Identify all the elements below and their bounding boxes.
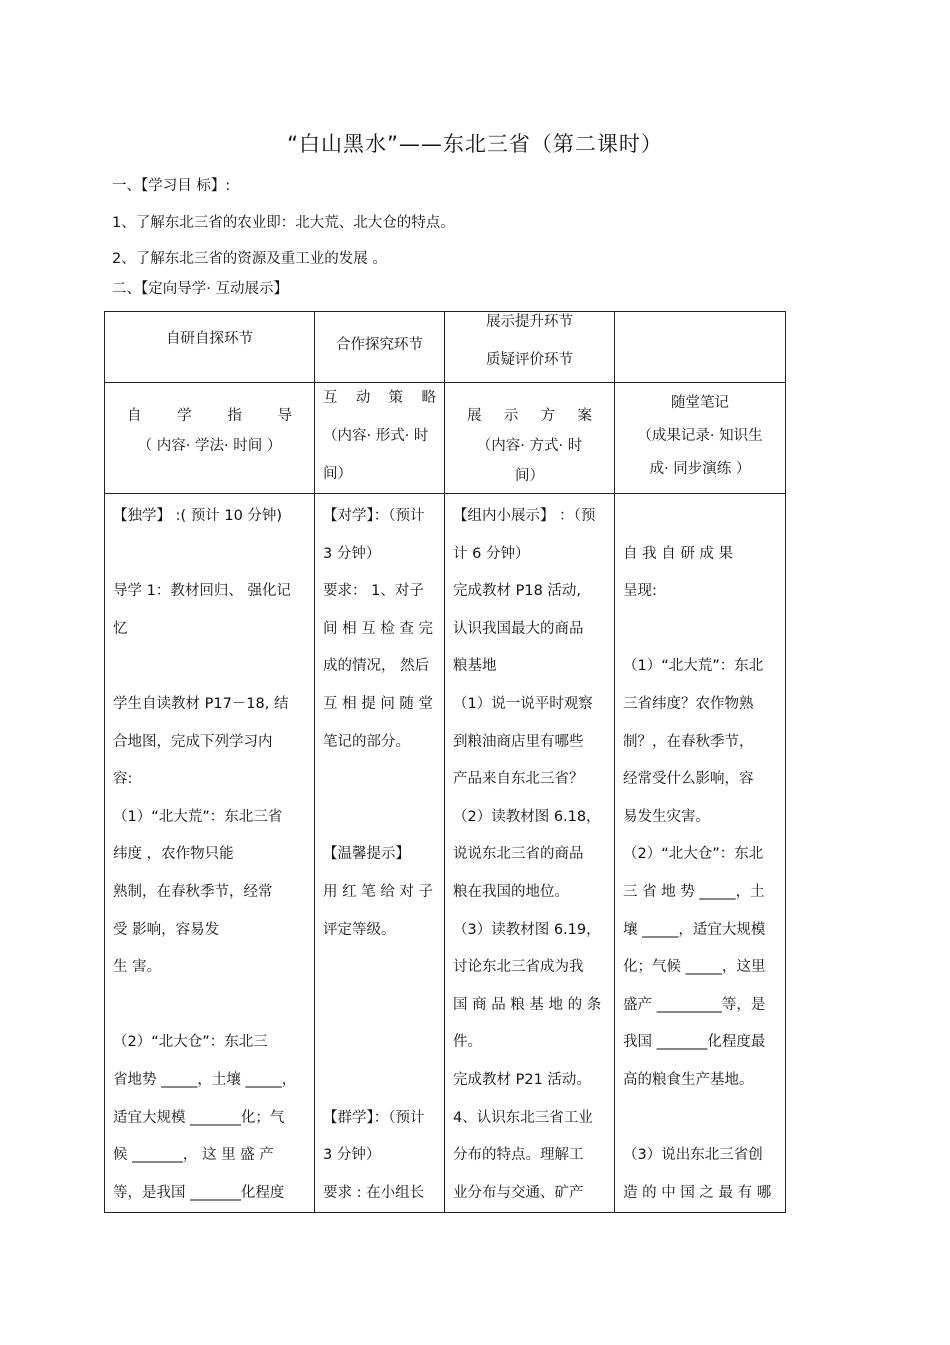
- header-self-study: [105, 312, 315, 383]
- body-text-line: 4、认识东北三省工业: [453, 1109, 593, 1126]
- table-header-row: [105, 312, 786, 383]
- body-text-line: [623, 611, 777, 649]
- section-heading-goals: 一、【学习目 标】:: [112, 178, 231, 194]
- subheader-interaction: [315, 383, 445, 494]
- header-self-study-label: 自研自探环节: [166, 331, 253, 347]
- body-text-line: 纬度 ，农作物只能: [113, 846, 234, 863]
- body-text-line: 评定等级。: [323, 921, 396, 938]
- body-text-line: 业分布与交通、矿产: [453, 1184, 584, 1201]
- body-cooperation-column: [315, 494, 445, 1213]
- body-text-line: 经常受什么影响，容: [623, 771, 754, 788]
- body-text-line: 我国 _______化程度最: [623, 1034, 766, 1051]
- table-subheader-row: [105, 383, 786, 494]
- body-text-line: （1）“北大荒”：东北三省: [113, 808, 283, 825]
- body-text-line: 讨论东北三省成为我: [453, 959, 584, 976]
- body-text-line: 3 分钟）: [323, 545, 381, 562]
- body-text-line: [323, 761, 436, 799]
- subheader-self-guide: [105, 383, 315, 494]
- body-text-line: 自 我 自 研 成 果: [623, 545, 734, 562]
- section-heading-guide: 二、【定向导学· 互动展示】: [112, 281, 288, 297]
- body-text-line: 等，是我国 _______化程度: [113, 1184, 285, 1201]
- header-showcase-label: 展示提升环节: [486, 314, 573, 330]
- body-text-line: 学生自读教材 P17－18, 结: [113, 695, 289, 712]
- body-text-line: 三省纬度？农作物熟: [623, 695, 754, 712]
- body-text-line: （3）读教材图 6.19，: [453, 921, 601, 938]
- body-self-study-column: [105, 494, 315, 1213]
- header-evaluation-label: 质疑评价环节: [486, 352, 573, 368]
- subheader-interaction-detail: （内容· 形式· 时: [323, 428, 429, 444]
- body-text-line: （1）说一说平时观察: [453, 695, 593, 712]
- subheader-notes-detail-2: 成· 同步演练 ）: [649, 461, 751, 477]
- body-text-line: [323, 1024, 436, 1062]
- body-text-line: 粮基地: [453, 658, 497, 675]
- body-text-line: [323, 987, 436, 1025]
- body-text-line: [623, 1100, 777, 1138]
- body-text-line: [113, 648, 306, 686]
- body-text-line: [323, 949, 436, 987]
- body-text-line: 3 分钟）: [323, 1147, 381, 1164]
- body-text-line: 盛产 _________等，是: [623, 996, 766, 1013]
- body-text-line: 导学 1：教材回归、 强化记: [113, 583, 291, 600]
- body-text-line: 【温馨提示】: [323, 846, 410, 863]
- body-text-line: 易发生灾害。: [623, 808, 710, 825]
- body-text-line: [113, 987, 306, 1025]
- body-text-line: 候 _______， 这 里 盛 产: [113, 1147, 274, 1164]
- body-text-line: 造 的 中 国 之 最 有 哪: [623, 1184, 772, 1201]
- body-text-line: 说说东北三省的商品: [453, 846, 584, 863]
- body-text-line: 呈现:: [623, 583, 657, 600]
- body-text-line: 化；气候 _____，这里: [623, 959, 766, 976]
- body-text-line: 适宜大规模 _______化；气: [113, 1109, 285, 1126]
- body-text-line: （2）读教材图 6.18，: [453, 808, 601, 825]
- body-text-line: 用 红 笔 给 对 子: [323, 883, 434, 900]
- body-text-line: （1）“北大荒”：东北: [623, 658, 764, 675]
- body-text-line: 【对学】：（预计: [323, 508, 425, 524]
- body-text-line: 粮在我国的地位。: [453, 883, 569, 900]
- body-text-line: 容:: [113, 771, 133, 788]
- subheader-notes-detail: （成果记录· 知识生: [637, 428, 763, 444]
- body-text-line: [323, 799, 436, 837]
- subheader-showcase-plan: [445, 383, 615, 494]
- header-empty: [615, 312, 786, 383]
- table-body-row: [105, 494, 786, 1213]
- subheader-notes-title: 随堂笔记: [671, 395, 729, 411]
- body-text-line: [323, 1062, 436, 1100]
- body-text-line: 产品来自东北三省？: [453, 771, 584, 788]
- body-text-line: 合地图，完成下列学习内: [113, 733, 273, 750]
- body-text-line: （2）“北大仓”：东北: [623, 846, 764, 863]
- page-title: “白山黑水”——东北三省（第二课时）: [287, 132, 663, 156]
- body-text-line: 完成教材 P21 活动。: [453, 1071, 591, 1088]
- body-text-line: 件。: [453, 1034, 482, 1051]
- body-text-line: 熟制，在春秋季节，经常: [113, 883, 273, 900]
- body-text-line: [113, 536, 306, 574]
- subheader-interaction-detail-2: 间）: [323, 466, 352, 482]
- body-text-line: 要求： 1、对子: [323, 583, 424, 600]
- body-text-line: 制？，在春秋季节，: [623, 733, 754, 750]
- body-text-line: 三 省 地 势 _____，土: [623, 883, 765, 900]
- body-text-line: 生 害。: [113, 959, 162, 976]
- header-cooperation-label: 合作探究环节: [336, 337, 423, 353]
- goal-item-2: 2、了解东北三省的资源及重工业的发展 。: [112, 251, 387, 267]
- body-text-line: 要求 : 在小组长: [323, 1184, 425, 1201]
- subheader-self-guide-detail: （ 内容· 学法· 时间 ）: [137, 438, 282, 454]
- body-text-line: 【组内小展示】 ：（预: [453, 508, 596, 524]
- body-text-line: 【独学】 :( 预计 10 分钟): [113, 508, 283, 524]
- body-text-line: 成的情况， 然后: [323, 658, 430, 675]
- body-text-line: （3）说出东北三省创: [623, 1147, 763, 1164]
- body-text-line: 计 6 分钟）: [453, 545, 530, 562]
- subheader-notes: [615, 383, 786, 494]
- body-text-line: 到粮油商店里有哪些: [453, 733, 584, 750]
- body-text-line: 国 商 品 粮 基 地 的 条: [453, 996, 602, 1013]
- subheader-self-guide-title: 自 学 指 导: [127, 408, 292, 424]
- body-text-line: 壤 _____，适宜大规模: [623, 921, 766, 938]
- body-text-line: 笔记的部分。: [323, 733, 410, 750]
- body-text-line: 【群学】：（预计: [323, 1109, 425, 1126]
- body-showcase-column: [445, 494, 615, 1213]
- body-text-line: 互 相 提 问 随 堂: [323, 695, 434, 712]
- body-text-line: （2）“北大仓”：东北三: [113, 1034, 268, 1051]
- body-text-line: 间 相 互 检 查 完: [323, 620, 434, 637]
- body-text-line: 高的粮食生产基地。: [623, 1071, 754, 1088]
- body-text-line: 忆: [113, 620, 128, 637]
- lesson-table: [104, 311, 786, 1213]
- body-text-line: 受 影响，容易发: [113, 921, 220, 938]
- body-text-line: 认识我国最大的商品: [453, 620, 584, 637]
- body-text-line: 省地势 _____，土壤 _____，: [113, 1071, 297, 1088]
- header-cooperation: [315, 312, 445, 383]
- body-text-line: 分布的特点。理解工: [453, 1147, 584, 1164]
- body-text-line: 完成教材 P18 活动,: [453, 583, 582, 600]
- subheader-showcase-detail: （内容· 方式· 时间）: [476, 438, 583, 484]
- subheader-interaction-title: 互 动 策 略: [323, 390, 436, 406]
- goal-item-1: 1、了解东北三省的农业即：北大荒、北大仓的特点。: [112, 215, 455, 231]
- body-notes-column: [615, 494, 786, 1213]
- header-showcase: [445, 312, 615, 383]
- subheader-showcase-title: 展 示 方 案: [467, 408, 592, 424]
- body-text-line: [623, 498, 777, 536]
